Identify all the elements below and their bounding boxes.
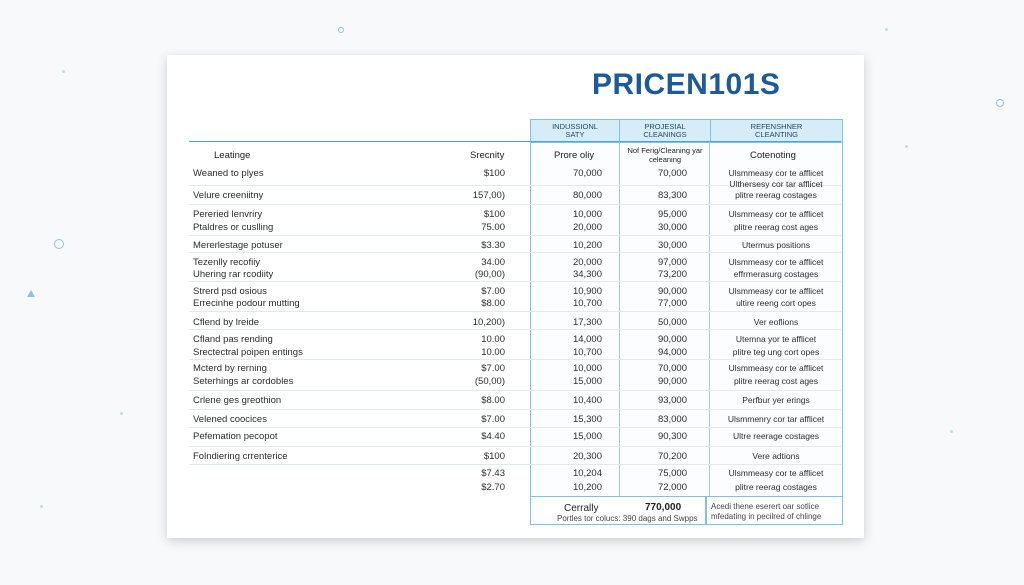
footer-note-box <box>706 496 843 525</box>
row-industrial-value: 14,000 <box>572 334 602 345</box>
background-circle-icon <box>54 239 64 249</box>
row-price: $100 <box>483 168 505 179</box>
row-separator <box>189 329 841 330</box>
row-separator <box>189 409 841 410</box>
row-price: $7.00 <box>481 286 505 297</box>
row-refresher-note: effrmerasurg costages <box>733 269 819 279</box>
row-separator <box>189 204 841 205</box>
header-rule <box>189 141 841 142</box>
column-header-feature: Leatinge <box>214 150 251 161</box>
row-refresher-note: plitre reerag costages <box>735 482 817 492</box>
column-divider <box>619 141 620 496</box>
row-separator <box>189 311 841 312</box>
row-feature: Pefemation pecopot <box>193 431 278 442</box>
row-price: $100 <box>483 209 505 220</box>
column-divider <box>709 141 710 496</box>
row-professional-value: 70,000 <box>657 168 687 179</box>
row-industrial-value: 10,000 <box>572 363 602 374</box>
row-feature: Ptaldres or cuslling <box>193 222 274 233</box>
row-industrial-value: 20,000 <box>572 222 602 233</box>
row-feature: Velure creeniitny <box>193 190 264 201</box>
row-refresher-note: Utemna yor te afflicet <box>735 334 817 344</box>
row-industrial-value: 17,300 <box>572 317 602 328</box>
row-refresher-note: Ulsmmeasy cor te afflicet <box>728 168 824 178</box>
row-feature: Mcterd by rerning <box>193 363 267 374</box>
row-refresher-note: plitre reerag cost ages <box>733 222 819 232</box>
row-professional-value: 72,000 <box>657 482 687 493</box>
row-feature: Srectectral poipen entings <box>193 347 303 358</box>
row-separator <box>189 390 841 391</box>
row-price: $8.00 <box>481 395 505 406</box>
row-price: 10.00 <box>481 334 505 345</box>
column-group-refresher <box>710 119 843 143</box>
row-separator <box>189 464 841 465</box>
background-speck <box>62 70 65 73</box>
row-industrial-value: 10,200 <box>572 240 602 251</box>
row-professional-value: 93,000 <box>657 395 687 406</box>
row-separator <box>189 235 841 236</box>
row-refresher-note: Ulsmmeasy cor te afflicet <box>728 468 824 478</box>
column-group-professional <box>619 119 711 143</box>
footer-note-line: mfedating in pecilred of chlinge <box>711 512 822 521</box>
row-refresher-note: Ulsmmeasy cor te afflicet <box>728 257 824 267</box>
row-feature: Strerd psd osious <box>193 286 267 297</box>
row-industrial-value: 10,700 <box>572 347 602 358</box>
row-price: 10.00 <box>481 347 505 358</box>
row-refresher-note: Ulsmmenry cor tar afflicet <box>727 414 825 424</box>
row-feature: Uhering rar rcodiity <box>193 269 274 280</box>
row-industrial-value: 34,300 <box>572 269 602 280</box>
row-price: $7.00 <box>481 363 505 374</box>
column-group-professional-label: PROJESIAL CLEANINGS <box>643 121 687 139</box>
row-price: $7.43 <box>481 468 505 479</box>
row-refresher-note: plitre reerag costages <box>735 190 817 200</box>
row-professional-value: 94,000 <box>657 347 687 358</box>
row-refresher-note: Ultre reerage costages <box>733 431 819 441</box>
row-professional-value: 83,000 <box>657 414 687 425</box>
row-feature: Seterhings ar cordobles <box>193 376 294 387</box>
footer-total-subtext: Portles tor colucs: 390 dags and Swpps <box>557 514 698 523</box>
row-industrial-value: 10,700 <box>572 298 602 309</box>
row-industrial-value: 20,300 <box>572 451 602 462</box>
row-professional-value: 30,000 <box>657 240 687 251</box>
row-price: $100 <box>483 451 505 462</box>
row-feature: Tezenlly recofiiy <box>193 257 261 268</box>
footer-note-line: Acedi thene eserert oar sotlice <box>711 502 820 511</box>
row-industrial-value: 80,000 <box>572 190 602 201</box>
row-feature: Mererlestage potuser <box>193 240 283 251</box>
footer-total-label: Cerrally <box>564 503 599 514</box>
row-feature: Weaned to plyes <box>193 168 264 179</box>
column-header-group-b: Nof Ferig/Cleaning yar celeaning <box>627 146 703 164</box>
row-price: 10,200) <box>472 317 505 328</box>
column-header-group-a: Prore oliy <box>554 150 595 161</box>
row-professional-value: 70,200 <box>657 451 687 462</box>
row-refresher-note: Ver eoflions <box>753 317 799 327</box>
row-separator <box>189 427 841 428</box>
row-price: (90,00) <box>474 269 505 280</box>
row-industrial-value: 15,000 <box>572 376 602 387</box>
row-industrial-value: 70,000 <box>572 168 602 179</box>
row-refresher-note: Utermus positions <box>741 240 811 250</box>
row-price: $3.30 <box>481 240 505 251</box>
row-feature: Crlene ges greothion <box>193 395 282 406</box>
row-professional-value: 77,000 <box>657 298 687 309</box>
background-speck <box>120 412 123 415</box>
row-separator <box>189 252 841 253</box>
background-circle-icon <box>338 27 344 33</box>
background-speck <box>885 28 888 31</box>
row-price: (50,00) <box>474 376 505 387</box>
row-professional-value: 95,000 <box>657 209 687 220</box>
row-professional-value: 75,000 <box>657 468 687 479</box>
footer-total-value: 770,000 <box>645 502 682 513</box>
row-feature: Cfland pas rending <box>193 334 273 345</box>
row-refresher-note: plitre teg ung cort opes <box>732 347 820 357</box>
row-separator <box>189 359 841 360</box>
column-group-industrial <box>530 119 620 143</box>
row-industrial-value: 10,200 <box>572 482 602 493</box>
row-price: $8.00 <box>481 298 505 309</box>
row-refresher-note: Vere adtions <box>752 451 800 461</box>
background-triangle-icon <box>27 290 35 297</box>
row-price: 157,00) <box>472 190 505 201</box>
row-professional-value: 97,000 <box>657 257 687 268</box>
row-feature: Errecinhe podour mutting <box>193 298 300 309</box>
page-title: PRICEN101S <box>592 68 781 101</box>
column-header-group-c: Cotenoting <box>750 150 796 161</box>
row-professional-value: 90,000 <box>657 334 687 345</box>
column-group-refresher-label: REFENSHNER CLEANTING <box>750 121 803 139</box>
row-industrial-value: 10,204 <box>572 468 602 479</box>
row-professional-value: 90,000 <box>657 376 687 387</box>
row-feature: Cflend by lreide <box>193 317 260 328</box>
row-refresher-note: Perfbur yer erings <box>742 395 810 405</box>
row-industrial-value: 20,000 <box>572 257 602 268</box>
row-professional-value: 90,300 <box>657 431 687 442</box>
background-speck <box>40 505 43 508</box>
row-professional-value: 90,000 <box>657 286 687 297</box>
row-professional-value: 83,300 <box>657 190 687 201</box>
background-speck <box>950 430 953 433</box>
row-separator <box>189 446 841 447</box>
row-professional-value: 30,000 <box>657 222 687 233</box>
footer-total-box <box>530 496 706 525</box>
row-refresher-note: ultire reeng cort opes <box>736 298 816 308</box>
row-refresher-note: Ulsmmeasy cor te afflicet <box>728 363 824 373</box>
row-industrial-value: 10,000 <box>572 209 602 220</box>
row-refresher-note: Ulsmmeasy cor te afflicet <box>728 209 824 219</box>
row-industrial-value: 10,900 <box>572 286 602 297</box>
row-price: 34.00 <box>481 257 505 268</box>
row-separator <box>189 281 841 282</box>
row-professional-value: 50,000 <box>657 317 687 328</box>
row-professional-value: 73,200 <box>657 269 687 280</box>
column-header-price: Srecnity <box>470 150 505 161</box>
row-price: $4.40 <box>481 431 505 442</box>
column-group-industrial-label: INDUSSIONL SATY <box>552 121 598 139</box>
background-speck <box>905 145 908 148</box>
row-industrial-value: 15,300 <box>572 414 602 425</box>
row-price: 75.00 <box>481 222 505 233</box>
row-industrial-value: 15,000 <box>572 431 602 442</box>
row-feature: Pereried lenvriry <box>193 209 263 220</box>
row-price: $7.00 <box>481 414 505 425</box>
row-professional-value: 70,000 <box>657 363 687 374</box>
row-refresher-note: plitre reerag cost ages <box>733 376 819 386</box>
row-feature: Velened coocices <box>193 414 267 425</box>
row-industrial-value: 10,400 <box>572 395 602 406</box>
row-price: $2.70 <box>481 482 505 493</box>
background-circle-icon <box>996 99 1004 107</box>
row-refresher-note: Ulsmmeasy cor te afflicet <box>728 286 824 296</box>
row-feature: Folndiering crrenterice <box>193 451 288 462</box>
row-refresher-note: Ulthersesy cor tar afflicet <box>729 179 823 189</box>
